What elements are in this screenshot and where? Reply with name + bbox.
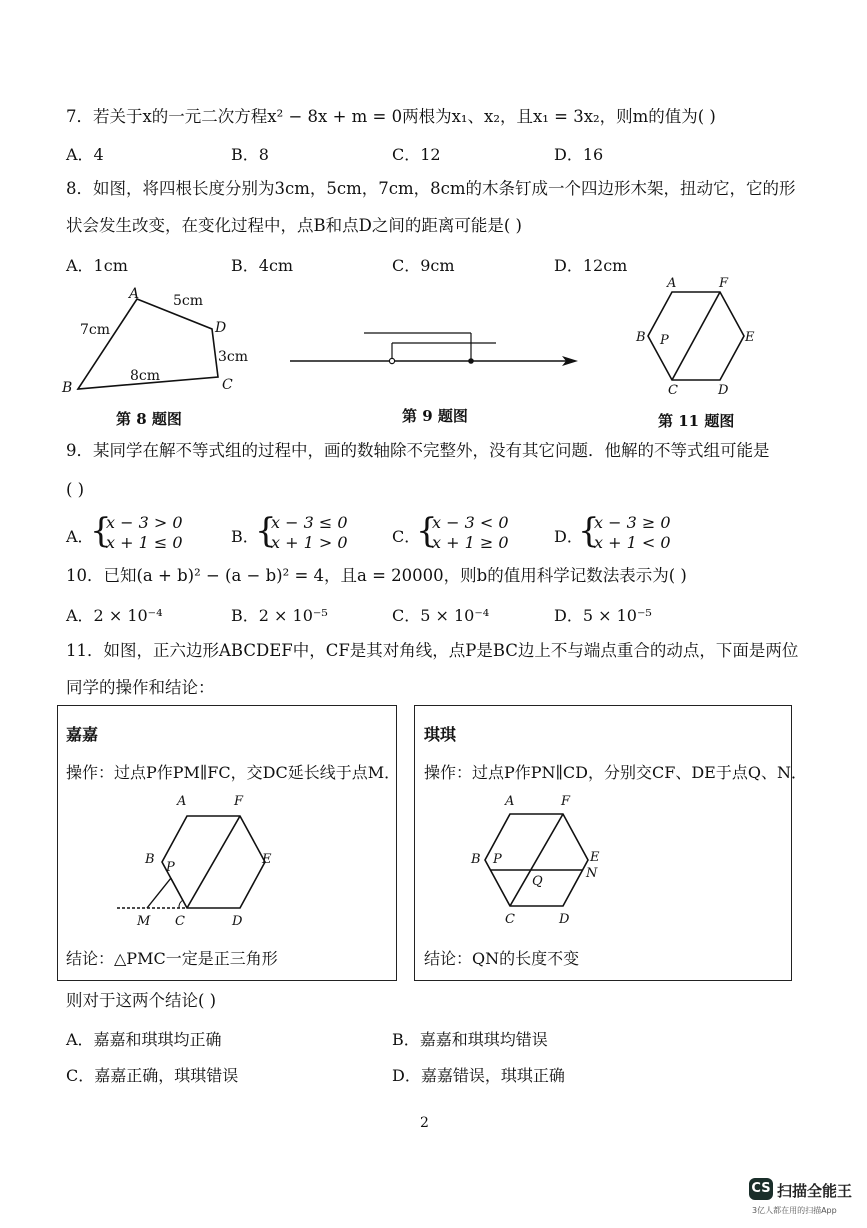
q7-option-c: C．12	[392, 145, 441, 164]
q9-stem: 9．某同学在解不等式组的过程中，画的数轴除不完整外，没有其它问题．他解的不等式组可能是	[66, 441, 770, 460]
q11-option-d: D．嘉嘉错误，琪琪正确	[392, 1066, 565, 1085]
fig8-label-c: C	[222, 377, 233, 393]
q10-stem: 10．已知(a + b)² − (a − b)² = 4，且a = 20000，则b的值用科学记数法表示为( )	[66, 566, 687, 585]
q11-option-c: C．嘉嘉正确，琪琪错误	[66, 1066, 239, 1085]
fig11-label-e: E	[745, 330, 755, 345]
fig8-caption: 第 8 题图	[116, 410, 182, 428]
fig8-label-d: D	[215, 320, 227, 336]
fig9-caption: 第 9 题图	[402, 407, 468, 425]
q10-option-d: D．5 × 10⁻⁵	[554, 606, 652, 625]
q11-right-label-f: F	[561, 794, 571, 809]
fig8-label-b: B	[62, 380, 73, 396]
q10-option-c: C．5 × 10⁻⁴	[392, 606, 490, 625]
q11-left-label-m: M	[137, 914, 151, 929]
q11-question: 则对于这两个结论( )	[66, 991, 217, 1010]
cs-logo-icon: CS	[749, 1178, 773, 1200]
q8-option-b: B．4cm	[231, 256, 294, 275]
q11-right-label-c: C	[505, 912, 515, 927]
fig11-label-c: C	[668, 383, 678, 398]
q11-right-name: 琪琪	[424, 725, 457, 744]
q11-left-label-c: C	[175, 914, 185, 929]
q11-right-figure	[470, 790, 610, 930]
fig8-edge-bc: 8cm	[130, 368, 161, 384]
q11-stem-line1: 11．如图，正六边形ABCDEF中，CF是其对角线，点P是BC边上不与端点重合的动点，下面是两位	[66, 641, 799, 660]
q11-left-conclusion: 结论：△PMC一定是正三角形	[66, 949, 278, 968]
q10-option-a: A．2 × 10⁻⁴	[66, 606, 163, 625]
fig9-number-line	[288, 325, 588, 375]
q8-stem-line1: 8．如图，将四根长度分别为3cm，5cm，7cm，8cm的木条钉成一个四边形木架，扭动它，它的形	[66, 179, 796, 198]
q8-option-a: A．1cm	[66, 256, 128, 275]
q11-left-label-a: A	[177, 794, 187, 809]
q11-left-name: 嘉嘉	[66, 725, 99, 744]
fig11-label-f: F	[719, 276, 729, 291]
watermark-tagline: 3亿人都在用的扫描App	[752, 1206, 837, 1215]
q11-left-label-p: P	[166, 860, 175, 875]
q11-option-a: A．嘉嘉和琪琪均正确	[66, 1030, 222, 1049]
q11-right-conclusion: 结论：QN的长度不变	[424, 949, 580, 968]
q11-left-operation: 操作：过点P作PM∥FC，交DC延长线于点M．	[66, 763, 401, 782]
q11-right-label-p: P	[493, 852, 502, 867]
q7-option-d: D．16	[554, 145, 604, 164]
q11-left-label-f: F	[234, 794, 244, 809]
q8-option-c: C．9cm	[392, 256, 455, 275]
q11-right-label-d: D	[559, 912, 570, 927]
q11-right-label-a: A	[505, 794, 515, 809]
q11-right-label-e: E	[590, 850, 600, 865]
q10-option-b: B．2 × 10⁻⁵	[231, 606, 328, 625]
q11-right-label-q: Q	[532, 874, 543, 889]
fig11-caption: 第 11 题图	[658, 412, 735, 430]
fig8-edge-ab: 7cm	[80, 322, 111, 338]
q11-right-label-b: B	[471, 852, 481, 867]
q7-option-a: A．4	[66, 145, 104, 164]
q7-stem: 7．若关于x的一元二次方程x² − 8x + m = 0两根为x₁、x₂，且x₁ = 3x₂，则m的值为( )	[66, 107, 716, 126]
fig8-edge-ad: 5cm	[173, 293, 204, 309]
q11-right-label-n: N	[586, 866, 598, 881]
fig8-edge-dc: 3cm	[218, 349, 249, 365]
q7-option-b: B．8	[231, 145, 269, 164]
watermark-brand: 扫描全能王	[777, 1182, 853, 1200]
q11-left-label-e: E	[262, 852, 272, 867]
q11-right-operation: 操作：过点P作PN∥CD，分别交CF、DE于点Q、N．	[424, 763, 807, 782]
q8-stem-line2: 状会发生改变，在变化过程中，点B和点D之间的距离可能是( )	[66, 216, 522, 235]
q11-left-label-b: B	[145, 852, 155, 867]
q11-left-label-d: D	[232, 914, 243, 929]
fig8-label-a: A	[129, 286, 140, 302]
fig11-label-b: B	[636, 330, 646, 345]
q11-option-b: B．嘉嘉和琪琪均错误	[392, 1030, 548, 1049]
fig11-label-d: D	[718, 383, 729, 398]
fig11-label-a: A	[667, 276, 677, 291]
q11-stem-line2: 同学的操作和结论：	[66, 678, 215, 697]
q9-paren: ( )	[66, 480, 85, 499]
q8-option-d: D．12cm	[554, 256, 628, 275]
page-number: 2	[420, 1115, 429, 1131]
fig11-label-p: P	[660, 333, 669, 348]
